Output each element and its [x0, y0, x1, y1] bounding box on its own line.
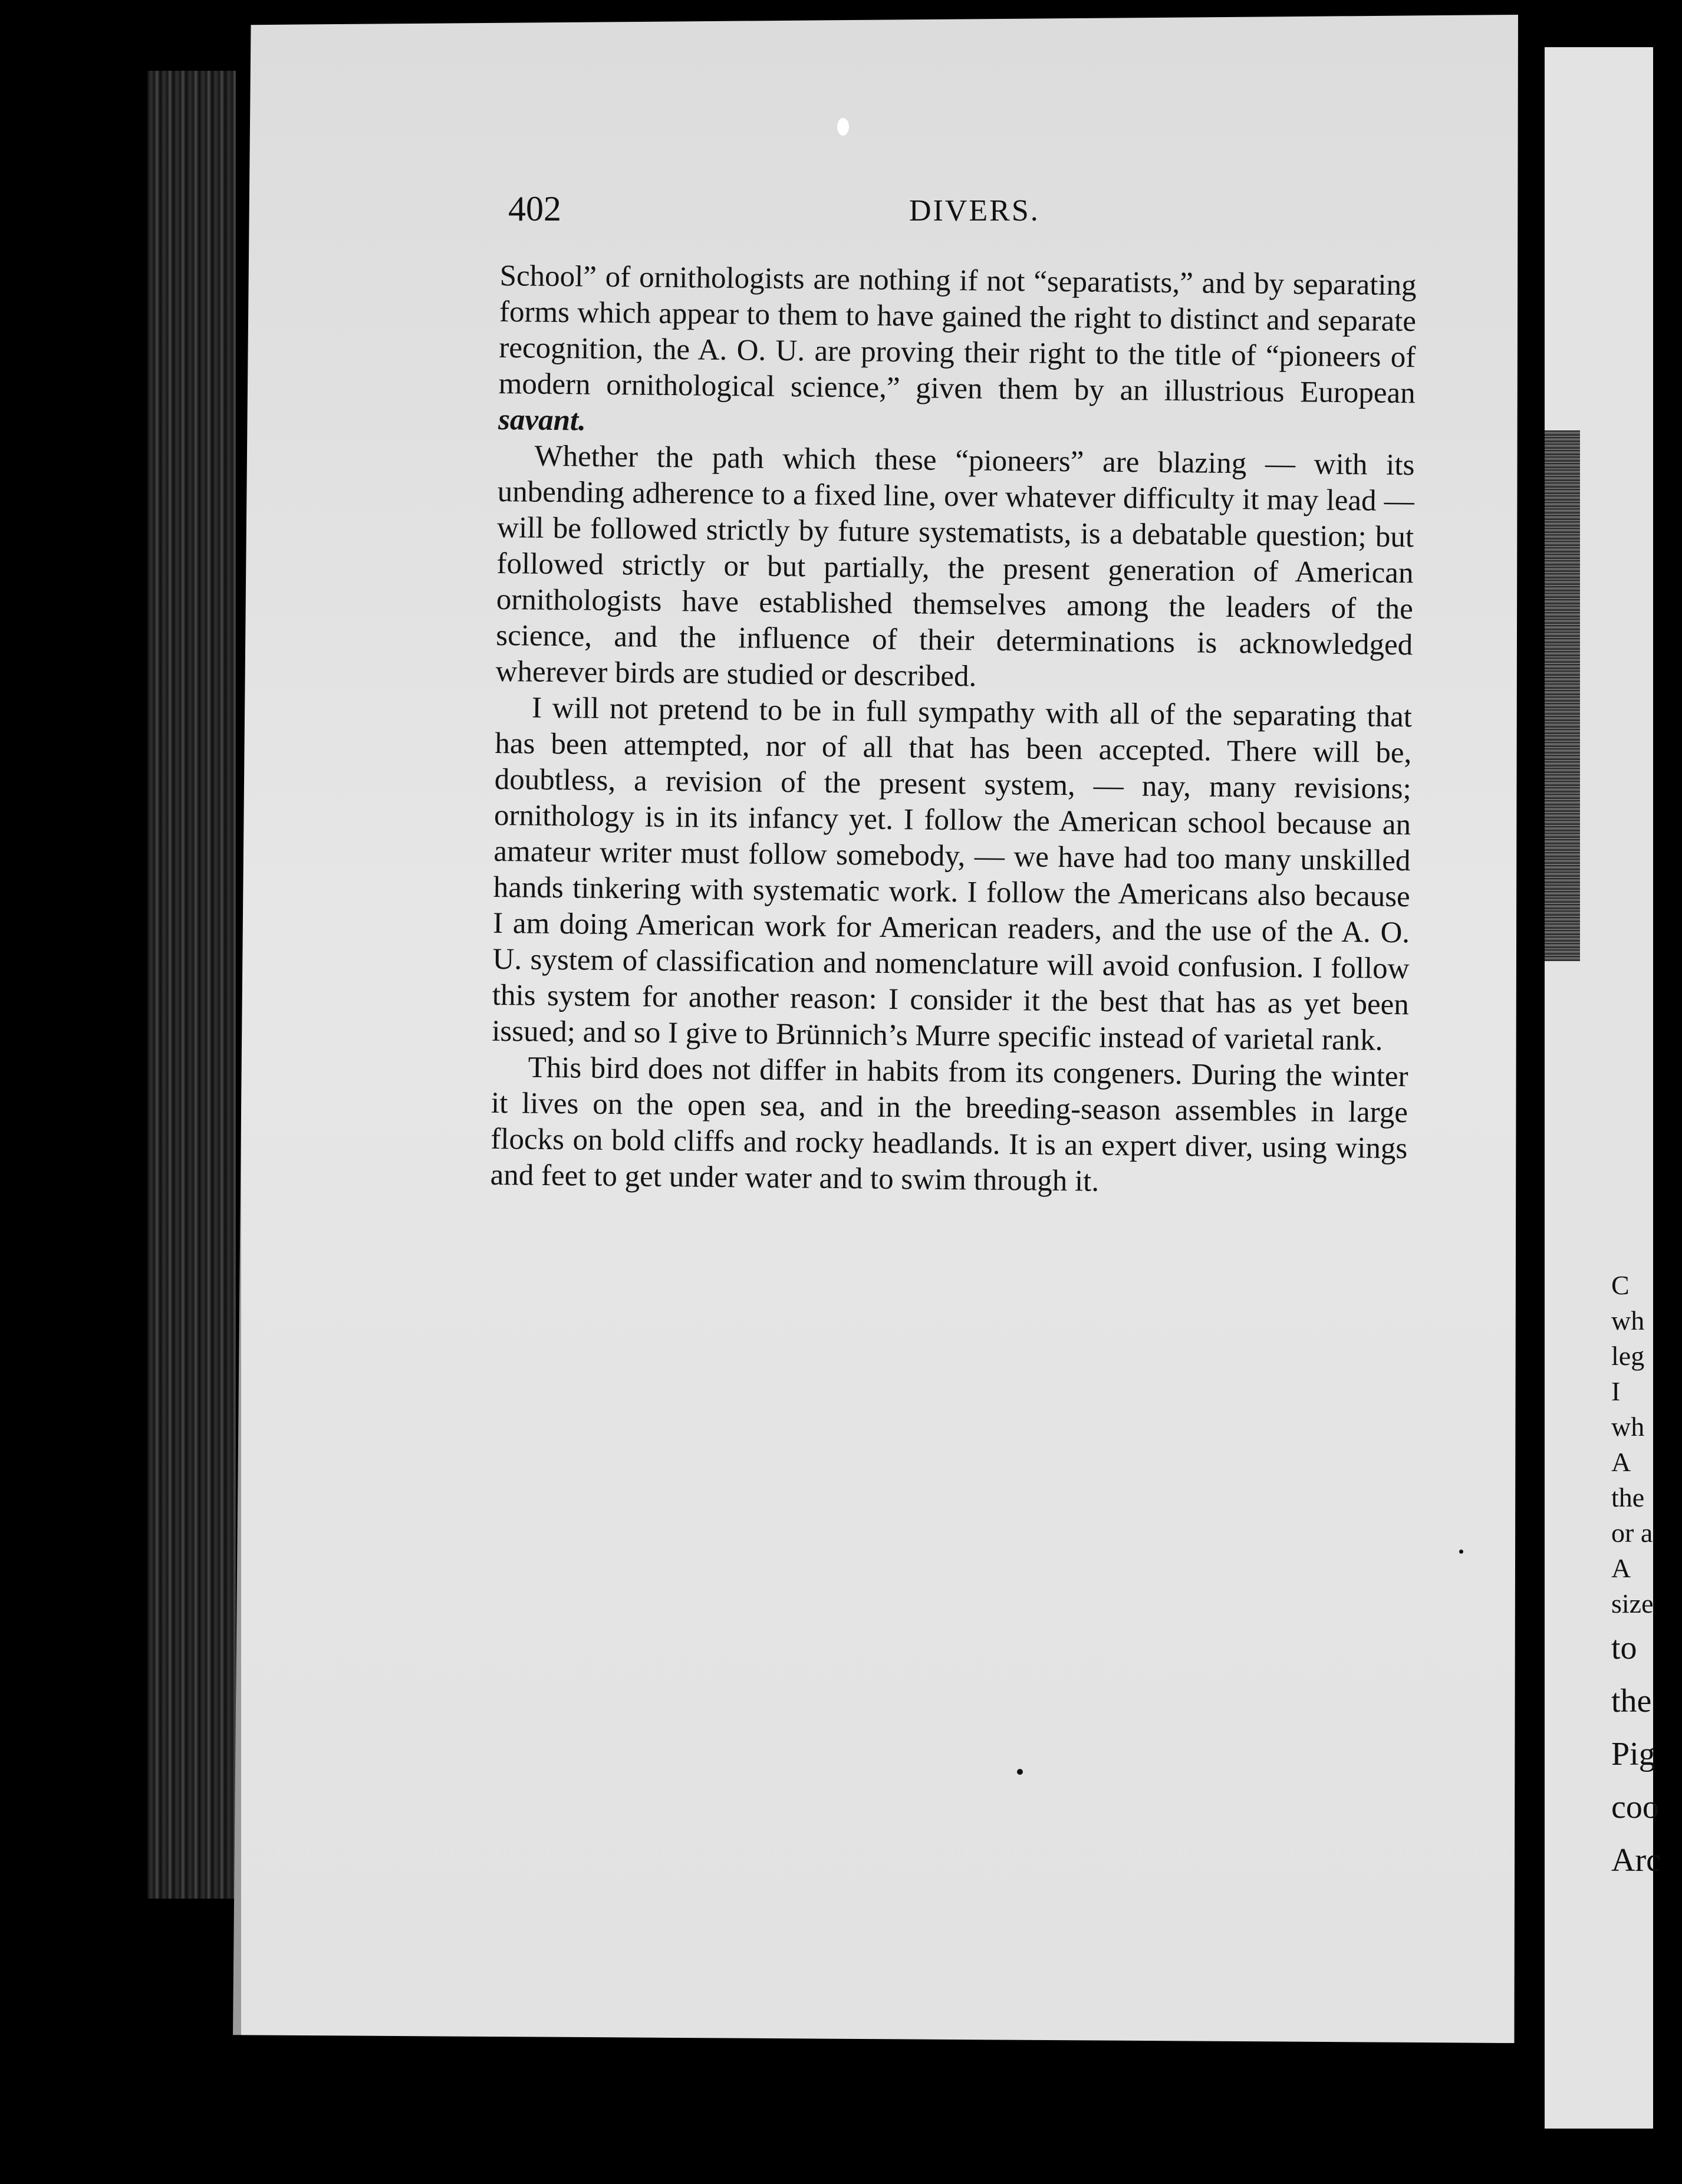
facing-fragment: coo [1611, 1789, 1659, 1826]
page-header [508, 189, 1428, 236]
page-speck [1017, 1769, 1023, 1775]
paragraph-1 [498, 258, 1417, 448]
facing-page-text-fragments [1611, 1268, 1682, 1887]
page-speck [1459, 1550, 1463, 1554]
facing-fragment: the [1611, 1482, 1645, 1512]
page-speck [837, 118, 849, 136]
facing-fragment: or a [1611, 1518, 1653, 1548]
facing-fragment: to [1611, 1630, 1637, 1666]
facing-fragment: Pig [1611, 1736, 1655, 1772]
facing-page [1545, 47, 1661, 2129]
paragraph-3: I will not pretend to be in full sympathy with all of the separating that has been attempted, nor of all that has been accepted. There will be, doubtless, a revision of the present system, — nay, many revisions; ornithology is in its infancy yet. I follow the American school because an amateur writer must follow somebody, — we have had too many unskilled hands tinkering with systematic work. I follow the Americans also because I am doing American work for American readers, and the use of the A. O. U. system of classification and nomenclature will avoid confusion. I follow this system for another reason: I consider it the best that has as yet been issued; and so I give to Brünnich’s Murre specific instead of varietal rank. [491, 691, 1413, 1057]
facing-page-edge-pattern [1545, 430, 1580, 961]
running-title: DIVERS. [909, 194, 1040, 228]
paragraph-1-text: School” of ornithologists are nothing if not “separatists,” and by separating forms which appear to them to have gained the right to distinct and separate recognition, the A. O. U. are proving their right to the title of “pioneers of modern ornithological science,” given them by an illustrious European [498, 259, 1417, 410]
paragraph-4: This bird does not differ in habits from its congeners. During the winter it lives on the open sea, and in the breeding-season assembles in large flocks on bold cliffs and rocky headlands. It is an expert diver, using wings and feet to get under water and to swim through it. [490, 1051, 1408, 1198]
facing-fragment: wh [1611, 1412, 1645, 1442]
facing-fragment: A [1611, 1447, 1631, 1477]
facing-fragment: C [1611, 1270, 1630, 1300]
facing-fragment: Arc [1611, 1842, 1661, 1879]
book-spine-edge [147, 71, 236, 1899]
page-number: 402 [508, 189, 561, 228]
page-body [490, 258, 1417, 1203]
facing-fragment: A [1611, 1553, 1631, 1583]
facing-fragment: wh [1611, 1305, 1645, 1336]
facing-fragment: I [1611, 1376, 1621, 1406]
paragraph-1-italic-word: savant. [498, 403, 587, 438]
facing-fragment: the [1611, 1683, 1652, 1719]
facing-fragment: size [1611, 1588, 1654, 1619]
paragraph-2: Whether the path which these “pioneers” are blazing — with its unbending adherence to a fixed line, over whatever difficulty it may lead — will be followed strictly by future systematists, is a debatable question; but followed strictly or but partially, the present generation of American ornithologists have established themselves among the leaders of the science, and the influence of their determinations is acknowledged wherever birds are studied or described. [495, 439, 1415, 693]
facing-fragment: leg [1611, 1341, 1645, 1371]
